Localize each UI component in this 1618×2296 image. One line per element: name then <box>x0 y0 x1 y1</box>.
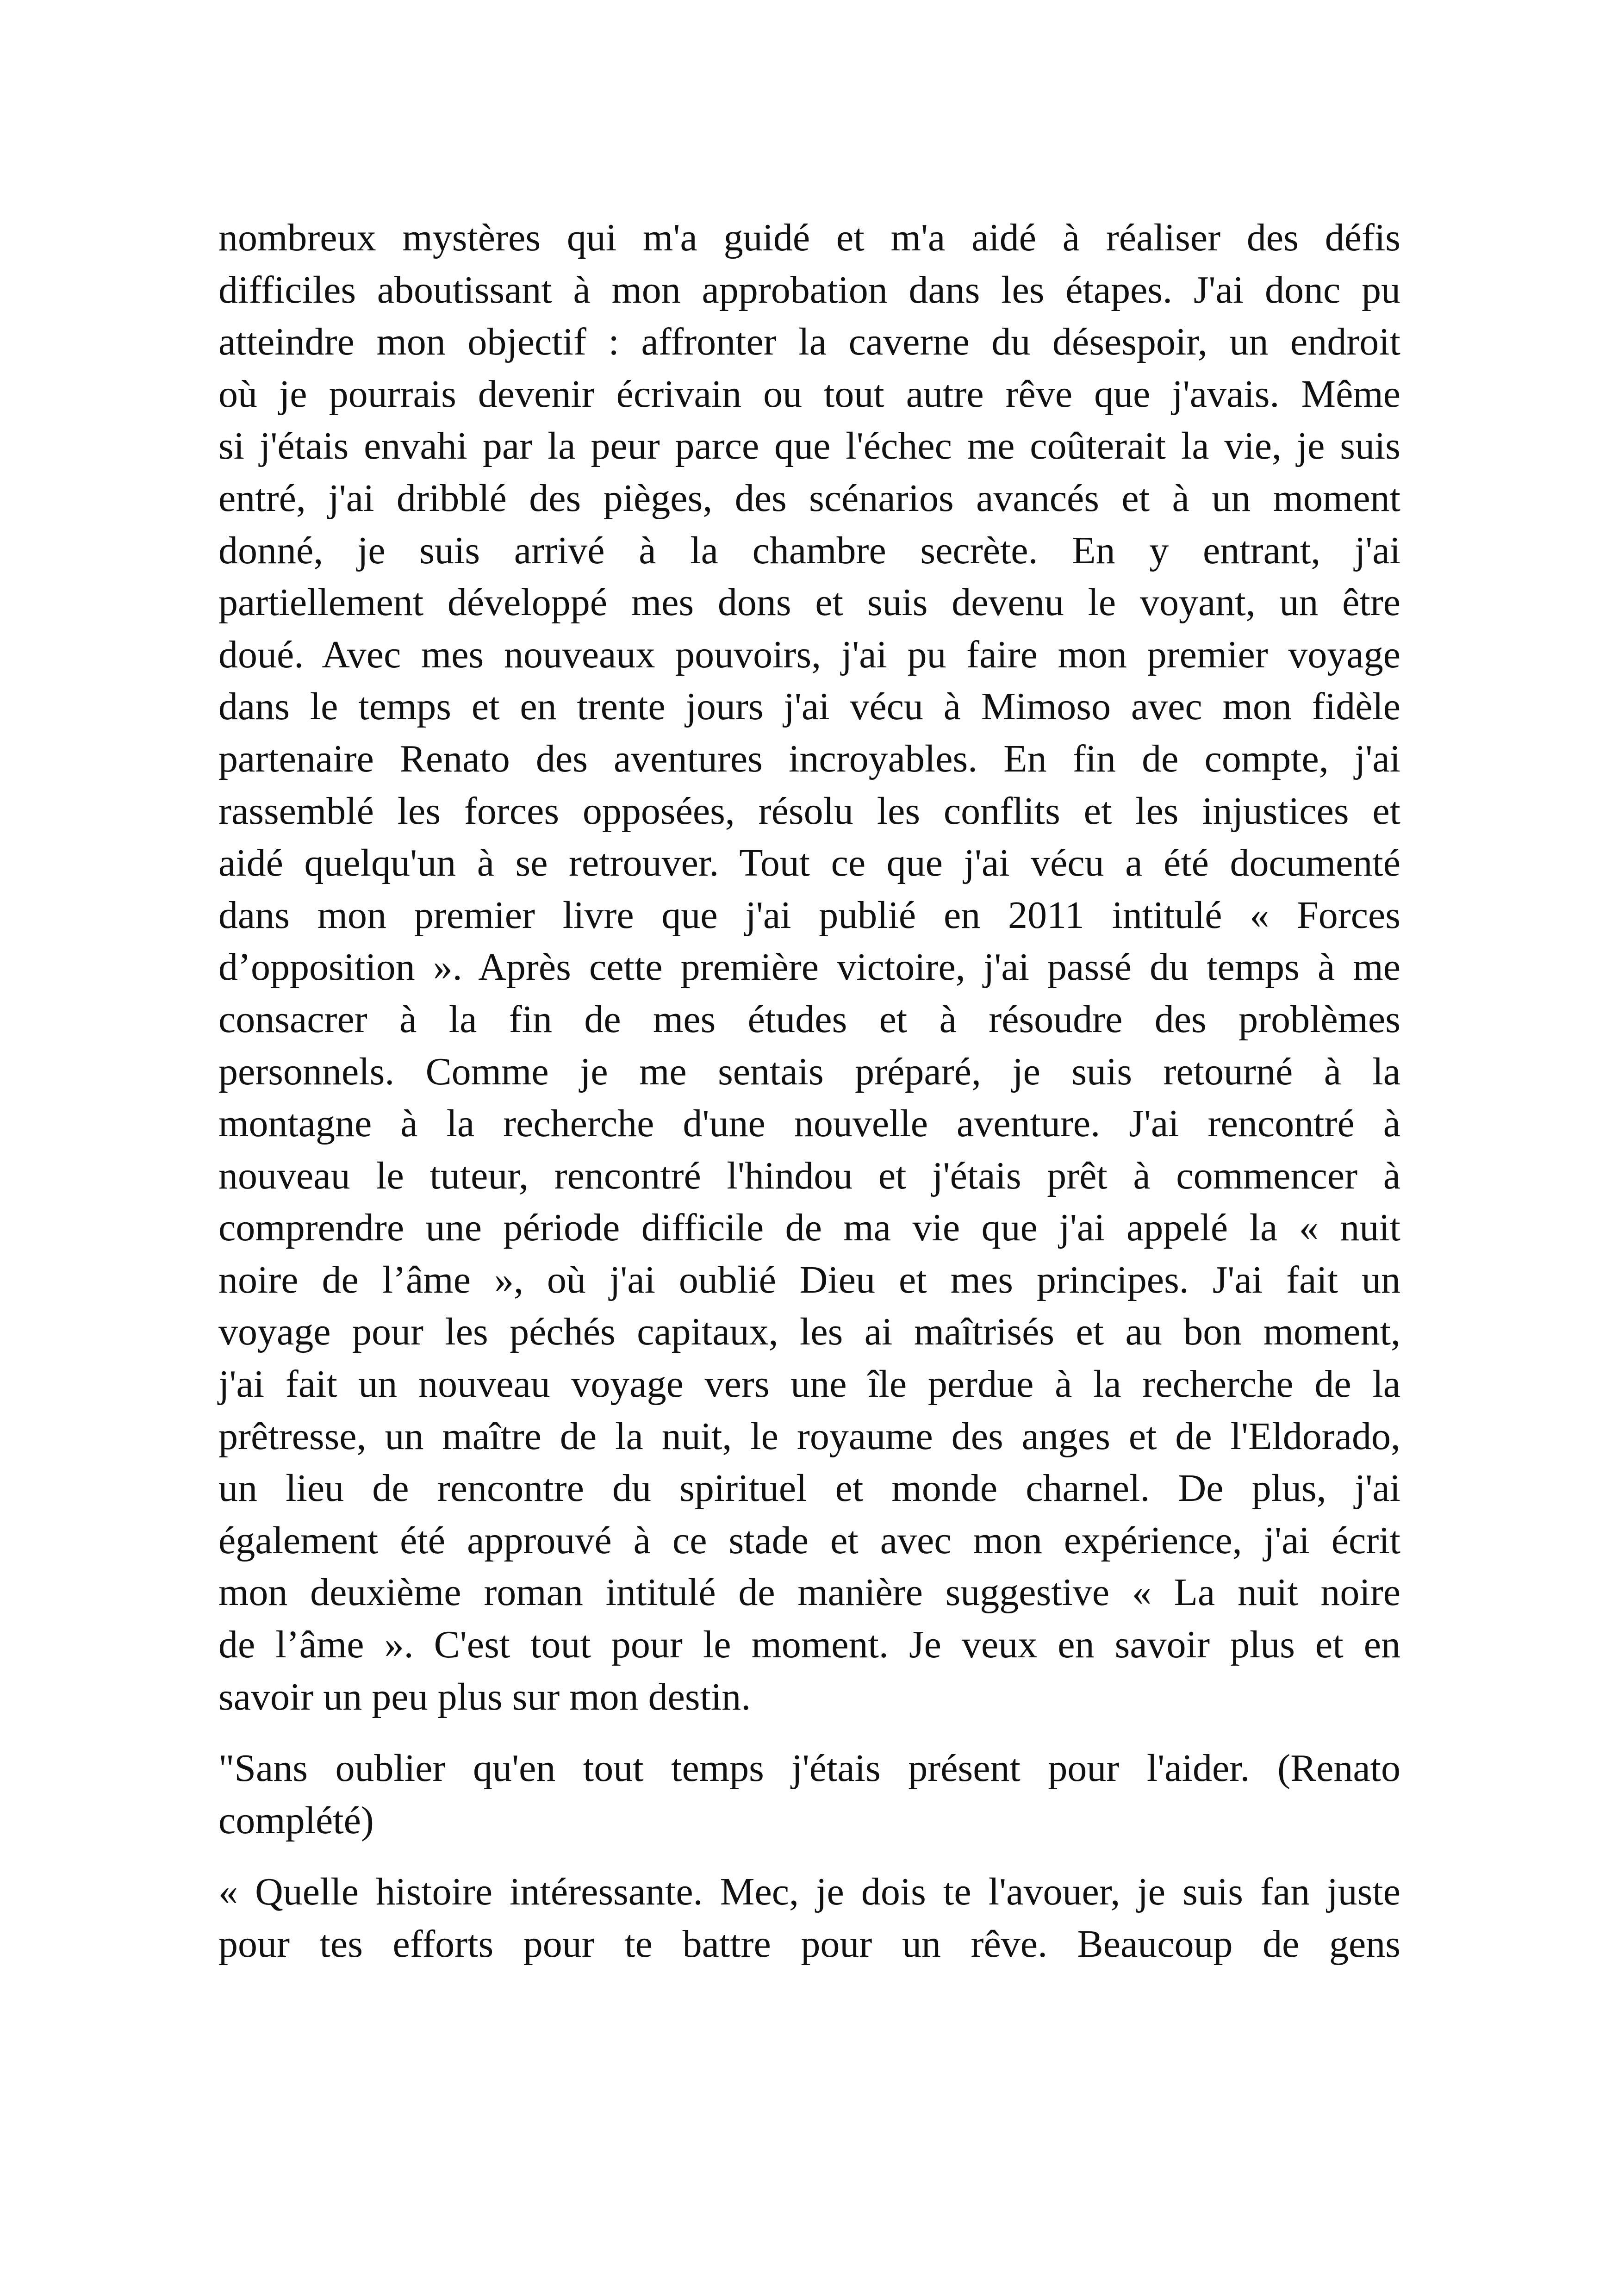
text-line: nouveau le tuteur, rencontré l'hindou et j'étais prêt à commencer à <box>218 1154 1400 1197</box>
text-line: complété) <box>218 1798 374 1842</box>
text-line: j'ai fait un nouveau voyage vers une île perdue à la recherche de la <box>218 1363 1400 1406</box>
text-line: un lieu de rencontre du spirituel et monde charnel. De plus, j'ai <box>218 1467 1400 1510</box>
text-line: voyage pour les péchés capitaux, les ai maîtrisés et au bon moment, <box>218 1310 1400 1354</box>
text-line: dans le temps et en trente jours j'ai vécu à Mimoso avec mon fidèle <box>218 685 1400 728</box>
text-line: donné, je suis arrivé à la chambre secrète. En y entrant, j'ai <box>218 529 1400 572</box>
text-line: nombreux mystères qui m'a guidé et m'a aidé à réaliser des défis <box>218 216 1400 259</box>
text-line: si j'étais envahi par la peur parce que l'échec me coûterait la vie, je suis <box>218 424 1400 468</box>
text-line: dans mon premier livre que j'ai publié en 2011 intitulé « Forces <box>218 893 1400 937</box>
text-line: rassemblé les forces opposées, résolu les conflits et les injustices et <box>218 789 1400 833</box>
text-line: atteindre mon objectif : affronter la caverne du désespoir, un endroit <box>218 320 1400 364</box>
text-line: difficiles aboutissant à mon approbation dans les étapes. J'ai donc pu <box>218 268 1400 311</box>
text-line: entré, j'ai dribblé des pièges, des scénarios avancés et à un moment <box>218 476 1400 520</box>
paragraph-3 <box>218 1866 1400 1970</box>
text-line: où je pourrais devenir écrivain ou tout autre rêve que j'avais. Même <box>218 372 1400 416</box>
paragraph-2 <box>218 1742 1400 1847</box>
text-line: consacrer à la fin de mes études et à résoudre des problèmes <box>218 997 1400 1041</box>
text-line: également été approuvé à ce stade et avec mon expérience, j'ai écrit <box>218 1518 1400 1562</box>
text-line: comprendre une période difficile de ma vie que j'ai appelé la « nuit <box>218 1206 1400 1250</box>
text-line: « Quelle histoire intéressante. Mec, je dois te l'avouer, je suis fan juste <box>218 1870 1400 1914</box>
text-line: pour tes efforts pour te battre pour un rêve. Beaucoup de gens <box>218 1923 1400 1966</box>
text-line: "Sans oublier qu'en tout temps j'étais présent pour l'aider. (Renato <box>218 1747 1400 1790</box>
text-line: d’opposition ». Après cette première victoire, j'ai passé du temps à me <box>218 946 1400 989</box>
text-line: prêtresse, un maître de la nuit, le royaume des anges et de l'Eldorado, <box>218 1414 1400 1458</box>
text-line: aidé quelqu'un à se retrouver. Tout ce que j'ai vécu a été documenté <box>218 841 1400 885</box>
text-line: de l’âme ». C'est tout pour le moment. Je veux en savoir plus et en <box>218 1623 1400 1667</box>
text-line: partenaire Renato des aventures incroyables. En fin de compte, j'ai <box>218 737 1400 780</box>
paragraph-1 <box>218 212 1400 1723</box>
text-line: doué. Avec mes nouveaux pouvoirs, j'ai pu faire mon premier voyage <box>218 633 1400 676</box>
text-line: montagne à la recherche d'une nouvelle aventure. J'ai rencontré à <box>218 1102 1400 1145</box>
body-text <box>218 212 1400 1971</box>
text-line: savoir un peu plus sur mon destin. <box>218 1675 751 1718</box>
text-line: partiellement développé mes dons et suis devenu le voyant, un être <box>218 581 1400 624</box>
text-line: mon deuxième roman intitulé de manière suggestive « La nuit noire <box>218 1571 1400 1614</box>
text-line: noire de l’âme », où j'ai oublié Dieu et mes principes. J'ai fait un <box>218 1258 1400 1301</box>
text-line: personnels. Comme je me sentais préparé, je suis retourné à la <box>218 1050 1400 1093</box>
